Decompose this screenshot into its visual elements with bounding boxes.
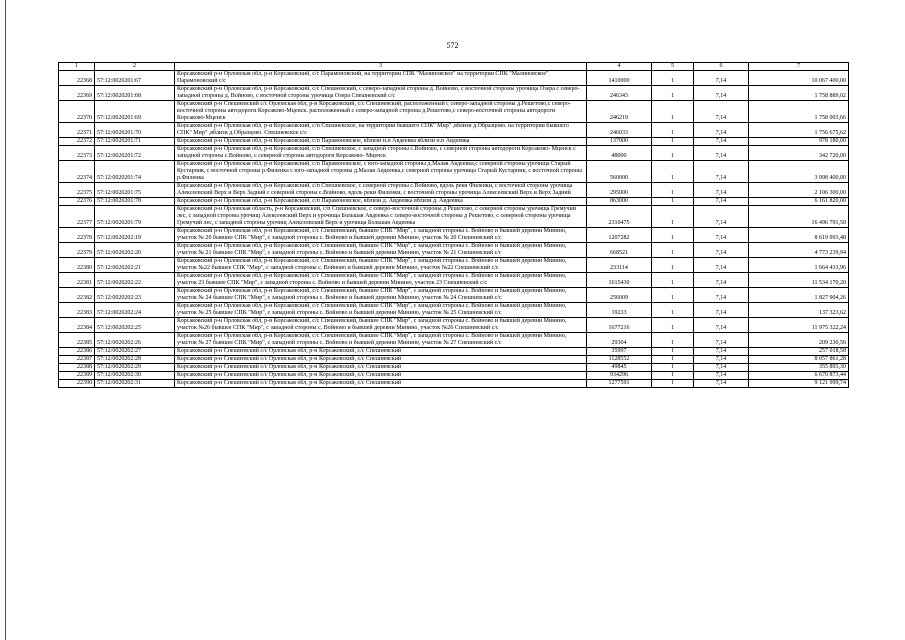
rate-cell: 7,14 [694, 71, 749, 86]
table-body [59, 63, 849, 388]
column-number: 4 [587, 63, 652, 71]
row-number-cell: 22383 [59, 303, 95, 318]
area-cell: 19233 [587, 303, 652, 318]
cadastral-value-cell: 978 180,00 [749, 138, 849, 146]
cadastral-value-cell: 137 323,62 [749, 303, 849, 318]
location-description-cell: Корсаковский р-н Орловская обл, р-н Корсаковский, с/с Спешневский, бывшее СПК "Мир", с западной стороны с. Войново и бывшей деревни Минино, участок № 21 бывшее СПК "Мир", с западной стороны с. Войново и бывшей деревни Минино, участок № 21 Спешневский с/с [175, 243, 587, 258]
table-row [59, 333, 849, 348]
area-cell: 246343 [587, 86, 652, 101]
table-row [59, 138, 849, 146]
cadastral-value-cell: 1 758 889,02 [749, 86, 849, 101]
location-description-cell: Корсаковский р-н Орловская обл, р-н Корсаковский, с/с Спешневский, бывшее СПК "Мир", с западной стороны с. Войново и бывшей деревни Минино, участок 23 бывшее СПК "Мир", с западной стороны с. Войново и бывшей деревни Минино, участок 23 Спешневский с/с [175, 273, 587, 288]
count-cell: 1 [652, 161, 694, 183]
rate-cell: 7,14 [694, 348, 749, 356]
area-cell: 295000 [587, 183, 652, 198]
count-cell: 1 [652, 348, 694, 356]
scan-edge-line [5, 0, 6, 640]
cadastral-number-cell: 57:12:0020202:30 [95, 372, 175, 380]
cadastral-number-cell: 57:12:0020202:27 [95, 348, 175, 356]
rate-cell: 7,14 [694, 138, 749, 146]
table-row [59, 198, 849, 206]
area-cell: 863000 [587, 198, 652, 206]
count-cell: 1 [652, 356, 694, 364]
table-row [59, 161, 849, 183]
cadastral-number-cell: 57:12:0020202:25 [95, 318, 175, 333]
count-cell: 1 [652, 258, 694, 273]
count-cell: 1 [652, 243, 694, 258]
count-cell: 1 [652, 86, 694, 101]
column-number: 5 [652, 63, 694, 71]
cadastral-number-cell: 57:12:0020202:22 [95, 273, 175, 288]
location-description-cell: Корсаковский р-н Орловская обл, р-н Корсаковский, с/с Спешневский, с северо-западной стороны д. Войново, с восточной стороны урочища Озера с северо-западной стороны д. Войново, с восточной стороны урочища Озера Спешневский с/с [175, 86, 587, 101]
row-number-cell: 22387 [59, 356, 95, 364]
column-number: 6 [694, 63, 749, 71]
location-description-cell: Корсаковский р-н Орловская обл, р-н Корсаковский, с/п Парамоновское, с юго-западной стороны д.Малая Авдеевка,с северной стороны урочища Старый Кустарник, с восточной стороны р.Филенка с юго-западной стороны д.Малая Авдеевка,с северной стороны урочища Старый Кустарник, с восточной стороны р.Филенка [175, 161, 587, 183]
table-row [59, 303, 849, 318]
count-cell: 1 [652, 303, 694, 318]
cadastral-value-cell: 6 670 873,44 [749, 372, 849, 380]
location-description-cell: Корсаковский р-н Орловская область, р-н Корсаковский, с/п Спешневское, с северо-восточной стороны д Решетово, с северной стороны урочища Гремучий лес, с западной стороны урочищ Алексеевский Верх и урочища Большая Авдеевка с северо-восточной стороны д Решетово, с северной стороны урочища Гремучий лес, с западной стороны урочищ Алексеевский Верх и урочища Большая Авдеевка [175, 206, 587, 228]
column-number: 7 [749, 63, 849, 71]
location-description-cell: Корсаковский р-н Орловская обл, р-н Корсаковский, с/с Спешневский, бывшее СПК "Мир", с западной стороны с. Войново и бывшей деревни Минино, участок № 27 бывшее СПК "Мир", с западной стороны с. Войново и бывшей деревни Минино, участок № 27 Спешневский с/с [175, 333, 587, 348]
area-cell: 35997 [587, 348, 652, 356]
table-row [59, 258, 849, 273]
rate-cell: 7,14 [694, 303, 749, 318]
cadastral-value-cell: 16 496 791,50 [749, 206, 849, 228]
count-cell: 1 [652, 146, 694, 161]
cadastral-value-cell: 2 106 300,00 [749, 183, 849, 198]
area-cell: 256009 [587, 288, 652, 303]
table-row [59, 101, 849, 123]
table-row [59, 318, 849, 333]
count-cell: 1 [652, 206, 694, 228]
location-description-cell: Корсаковский р-н Спешневский с/с Орловская обл, р-н Корсаковский, с/с Спешневский [175, 380, 587, 388]
cadastral-value-cell: 3 998 400,00 [749, 161, 849, 183]
location-description-cell: Корсаковский р-н Спешневский с/с Орловская обл, р-н Корсаковский, с/с Спешневский [175, 356, 587, 364]
cadastral-value-cell: 257 018,58 [749, 348, 849, 356]
row-number-cell: 22386 [59, 348, 95, 356]
cadastral-number-cell: 57:12:0020202:19 [95, 228, 175, 243]
count-cell: 1 [652, 288, 694, 303]
cadastral-value-cell: 8 619 993,48 [749, 228, 849, 243]
row-number-cell: 22388 [59, 364, 95, 372]
cadastral-value-cell: 11 534 170,20 [749, 273, 849, 288]
table-row [59, 228, 849, 243]
table-row [59, 364, 849, 372]
row-number-cell: 22377 [59, 206, 95, 228]
table-row [59, 273, 849, 288]
rate-cell: 7,14 [694, 183, 749, 198]
cadastral-value-cell: 355 893,30 [749, 364, 849, 372]
row-number-cell: 22390 [59, 380, 95, 388]
table-row [59, 146, 849, 161]
row-number-cell: 22375 [59, 183, 95, 198]
area-cell: 1207282 [587, 228, 652, 243]
table-row [59, 348, 849, 356]
count-cell: 1 [652, 380, 694, 388]
table-row [59, 243, 849, 258]
cadastral-value-cell: 1 758 003,66 [749, 101, 849, 123]
area-cell: 48000 [587, 146, 652, 161]
area-cell: 1615430 [587, 273, 652, 288]
cadastral-number-cell: 57:12:0020202:21 [95, 258, 175, 273]
count-cell: 1 [652, 138, 694, 146]
row-number-cell: 22368 [59, 71, 95, 86]
rate-cell: 7,14 [694, 228, 749, 243]
count-cell: 1 [652, 372, 694, 380]
area-cell: 1128552 [587, 356, 652, 364]
count-cell: 1 [652, 198, 694, 206]
cadastral-number-cell: 57:12:0020201:74 [95, 161, 175, 183]
rate-cell: 7,14 [694, 356, 749, 364]
area-cell: 233114 [587, 258, 652, 273]
location-description-cell: Корсаковский р-н Орловская обл, р-н Корсаковский, с/с Спешневский, бывшее СПК "Мир", с западной стороны с. Войново и бывшей деревни Минино, участок №22 бывшее СПК "Мир", с западной стороны с. Войново и бывшей деревни Минино, участок №22 Спешневский с/с [175, 258, 587, 273]
area-cell: 1277591 [587, 380, 652, 388]
row-number-cell: 22369 [59, 86, 95, 101]
rate-cell: 7,14 [694, 161, 749, 183]
table-row [59, 183, 849, 198]
location-description-cell: Корсаковский р-н Орловская обл, р-н Корсаковский, с/п Спешневское, на территории бывшего СПК" Мир" ,вблизи д.Образцово. на территории бывшего СПК" Мир" ,вблизи д.Образцово. Спешневское с/с [175, 123, 587, 138]
cadastral-number-cell: 57:12:0020202:28 [95, 356, 175, 364]
table-row [59, 71, 849, 86]
count-cell: 1 [652, 318, 694, 333]
rate-cell: 7,14 [694, 258, 749, 273]
area-cell: 1677216 [587, 318, 652, 333]
table-row [59, 123, 849, 138]
cadastral-value-cell: 1 827 904,26 [749, 288, 849, 303]
area-cell: 668521 [587, 243, 652, 258]
rate-cell: 7,14 [694, 146, 749, 161]
location-description-cell: Корсаковский р-н Спешневский с/с Орловская обл, р-н Корсаковский, с/с Спешневский, расположенный с северо-западной стороны д.Решетово,с северо-восточной стороны автодороги Корсаково-Мценск. расположенный с северо-западной стороны д.Решетово,с северо-восточной стороны автодороги Корсаково-Мценск [175, 101, 587, 123]
rate-cell: 7,14 [694, 318, 749, 333]
rate-cell: 7,14 [694, 364, 749, 372]
column-number: 3 [175, 63, 587, 71]
count-cell: 1 [652, 273, 694, 288]
row-number-cell: 22389 [59, 372, 95, 380]
area-cell: 137000 [587, 138, 652, 146]
cadastral-number-cell: 57:12:0020201:70 [95, 123, 175, 138]
area-cell: 246033 [587, 123, 652, 138]
location-description-cell: Корсаковский р-н Орловская обл, р-н Корсаковский, с/с Парамоновский, на территории СПК "Малиновское" на территории СПК "Малиновское" Парамоновский с/с [175, 71, 587, 86]
area-cell: 49845 [587, 364, 652, 372]
row-number-cell: 22371 [59, 123, 95, 138]
table-row [59, 356, 849, 364]
count-cell: 1 [652, 333, 694, 348]
count-cell: 1 [652, 71, 694, 86]
cadastral-value-cell: 209 230,56 [749, 333, 849, 348]
cadastral-value-cell: 4 773 239,94 [749, 243, 849, 258]
row-number-cell: 22370 [59, 101, 95, 123]
cadastral-number-cell: 57:12:0020201:72 [95, 146, 175, 161]
area-cell: 934296 [587, 372, 652, 380]
area-cell: 1410000 [587, 71, 652, 86]
location-description-cell: Корсаковский р-н Орловская обл, р-н Корсаковский, с/п Спешневское, с западной стороны с.Войново, с северной стороны автодороги Корсаково- Мценск с западной стороны с.Войново, с северной стороны автодороги Корсаково- Мценск [175, 146, 587, 161]
location-description-cell: Корсаковский р-н Орловская обл, р-н Корсаковский, с/п Парамоновское, вблизи н.п Авдеевка вблизи н.п Авдеевка [175, 138, 587, 146]
cadastral-number-cell: 57:12:0020201:79 [95, 206, 175, 228]
cadastral-value-cell: 9 121 999,74 [749, 380, 849, 388]
cadastral-value-cell: 1 756 675,62 [749, 123, 849, 138]
table-row [59, 380, 849, 388]
rate-cell: 7,14 [694, 380, 749, 388]
row-number-cell: 22385 [59, 333, 95, 348]
table-row [59, 86, 849, 101]
cadastral-number-cell: 57:12:0020202:29 [95, 364, 175, 372]
row-number-cell: 22372 [59, 138, 95, 146]
location-description-cell: Корсаковский р-н Спешневский с/с Орловская обл, р-н Корсаковский, с/с Спешневский [175, 348, 587, 356]
table-row [59, 372, 849, 380]
row-number-cell: 22380 [59, 258, 95, 273]
rate-cell: 7,14 [694, 273, 749, 288]
rate-cell: 7,14 [694, 198, 749, 206]
row-number-cell: 22382 [59, 288, 95, 303]
row-number-cell: 22376 [59, 198, 95, 206]
cadastral-value-cell: 8 057 861,28 [749, 356, 849, 364]
area-cell: 29304 [587, 333, 652, 348]
count-cell: 1 [652, 101, 694, 123]
row-number-cell: 22384 [59, 318, 95, 333]
cadastral-number-cell: 57:12:0020201:78 [95, 198, 175, 206]
cadastral-number-cell: 57:12:0020201:71 [95, 138, 175, 146]
cadastral-value-cell: 1 664 433,96 [749, 258, 849, 273]
location-description-cell: Корсаковский р-н Орловская обл, р-н Корсаковский, с/с Спешневский, бывшее СПК "Мир", с западной стороны с. Войново и бывшей деревни Минино, участок №26 бывшее СПК "Мир", с западной стороны с. Войново и бывшей деревни Минино, участок №26 Спешневский с/с [175, 318, 587, 333]
table-row [59, 206, 849, 228]
cadastral-number-cell: 57:12:0020202:20 [95, 243, 175, 258]
rate-cell: 7,14 [694, 372, 749, 380]
cadastral-number-cell: 57:12:0020202:24 [95, 303, 175, 318]
area-cell: 246219 [587, 101, 652, 123]
cadastral-number-cell: 57:12:0020202:23 [95, 288, 175, 303]
count-cell: 1 [652, 364, 694, 372]
rate-cell: 7,14 [694, 333, 749, 348]
location-description-cell: Корсаковский р-н Орловская обл, р-н Корсаковский, с/с Спешневский, бывшее СПК "Мир", с западной стороны с. Войново и бывшей деревни Минино, участок № 25 бывшее СПК "Мир", с западной стороны с. Войново и бывшей деревни Минино, участок № 25 Спешневский с/с [175, 303, 587, 318]
rate-cell: 7,14 [694, 123, 749, 138]
count-cell: 1 [652, 183, 694, 198]
rate-cell: 7,14 [694, 86, 749, 101]
cadastral-number-cell: 57:12:0020201:69 [95, 101, 175, 123]
land-register-table [58, 62, 849, 388]
row-number-cell: 22374 [59, 161, 95, 183]
area-cell: 560000 [587, 161, 652, 183]
location-description-cell: Корсаковский р-н Спешневский с/с Орловская обл, р-н Корсаковский, с/с Спешневский [175, 372, 587, 380]
rate-cell: 7,14 [694, 101, 749, 123]
location-description-cell: Корсаковский р-н Орловская обл, р-н Корсаковский, с/с Спешневский, бывшее СПК "Мир", с западной стороны с. Войново и бывшей деревни Минино, участок № 20 бывшее СПК "Мир", с западной стороны с. Войново и бывшей деревни Минино, участок № 20 Спешневский с/с [175, 228, 587, 243]
page-number: 572 [446, 41, 459, 50]
table-row [59, 288, 849, 303]
column-number-row [59, 63, 849, 71]
row-number-cell: 22381 [59, 273, 95, 288]
location-description-cell: Корсаковский р-н Орловская обл, р-н Корсаковский, с/с Спешневский, бывшее СПК "Мир", с западной стороны с. Войново и бывшей деревни Минино, участок № 24 бывшее СПК "Мир", с западной стороны с. Войново и бывшей деревни Минино, участок № 24 Спешневский с/с [175, 288, 587, 303]
cadastral-value-cell: 10 067 400,00 [749, 71, 849, 86]
rate-cell: 7,14 [694, 288, 749, 303]
row-number-cell: 22373 [59, 146, 95, 161]
rate-cell: 7,14 [694, 206, 749, 228]
cadastral-number-cell: 57:12:0020201:75 [95, 183, 175, 198]
cadastral-value-cell: 6 161 820,00 [749, 198, 849, 206]
count-cell: 1 [652, 228, 694, 243]
location-description-cell: Корсаковский р-н Спешневский с/с Орловская обл, р-н Корсаковский, с/с Спешневский [175, 364, 587, 372]
column-number: 2 [95, 63, 175, 71]
area-cell: 2310475 [587, 206, 652, 228]
rate-cell: 7,14 [694, 243, 749, 258]
cadastral-value-cell: 342 720,00 [749, 146, 849, 161]
cadastral-number-cell: 57:12:0020201:68 [95, 86, 175, 101]
column-number: 1 [59, 63, 95, 71]
row-number-cell: 22378 [59, 228, 95, 243]
cadastral-value-cell: 11 975 322,24 [749, 318, 849, 333]
count-cell: 1 [652, 123, 694, 138]
location-description-cell: Корсаковский р-н Орловская обл, р-н Корсаковский, с/п Спешневское, с северной стороны с.Войново, вдоль реки Филенки, с восточной стороны урочища Алексеевский Верх и Верх Задний с северной стороны с.Войново, вдоль реки Филенки, с восточной стороны урочища Алексеевский Верх и Верх Задний [175, 183, 587, 198]
location-description-cell: Корсаковский р-н Орловская обл, р-н Корсаковский, с/п Парамоновское, вблизи д. Авдеевка вблизи д. Авдеевка [175, 198, 587, 206]
cadastral-number-cell: 57:12:0020202:31 [95, 380, 175, 388]
row-number-cell: 22379 [59, 243, 95, 258]
cadastral-number-cell: 57:12:0020202:26 [95, 333, 175, 348]
cadastral-number-cell: 57:12:0020201:67 [95, 71, 175, 86]
